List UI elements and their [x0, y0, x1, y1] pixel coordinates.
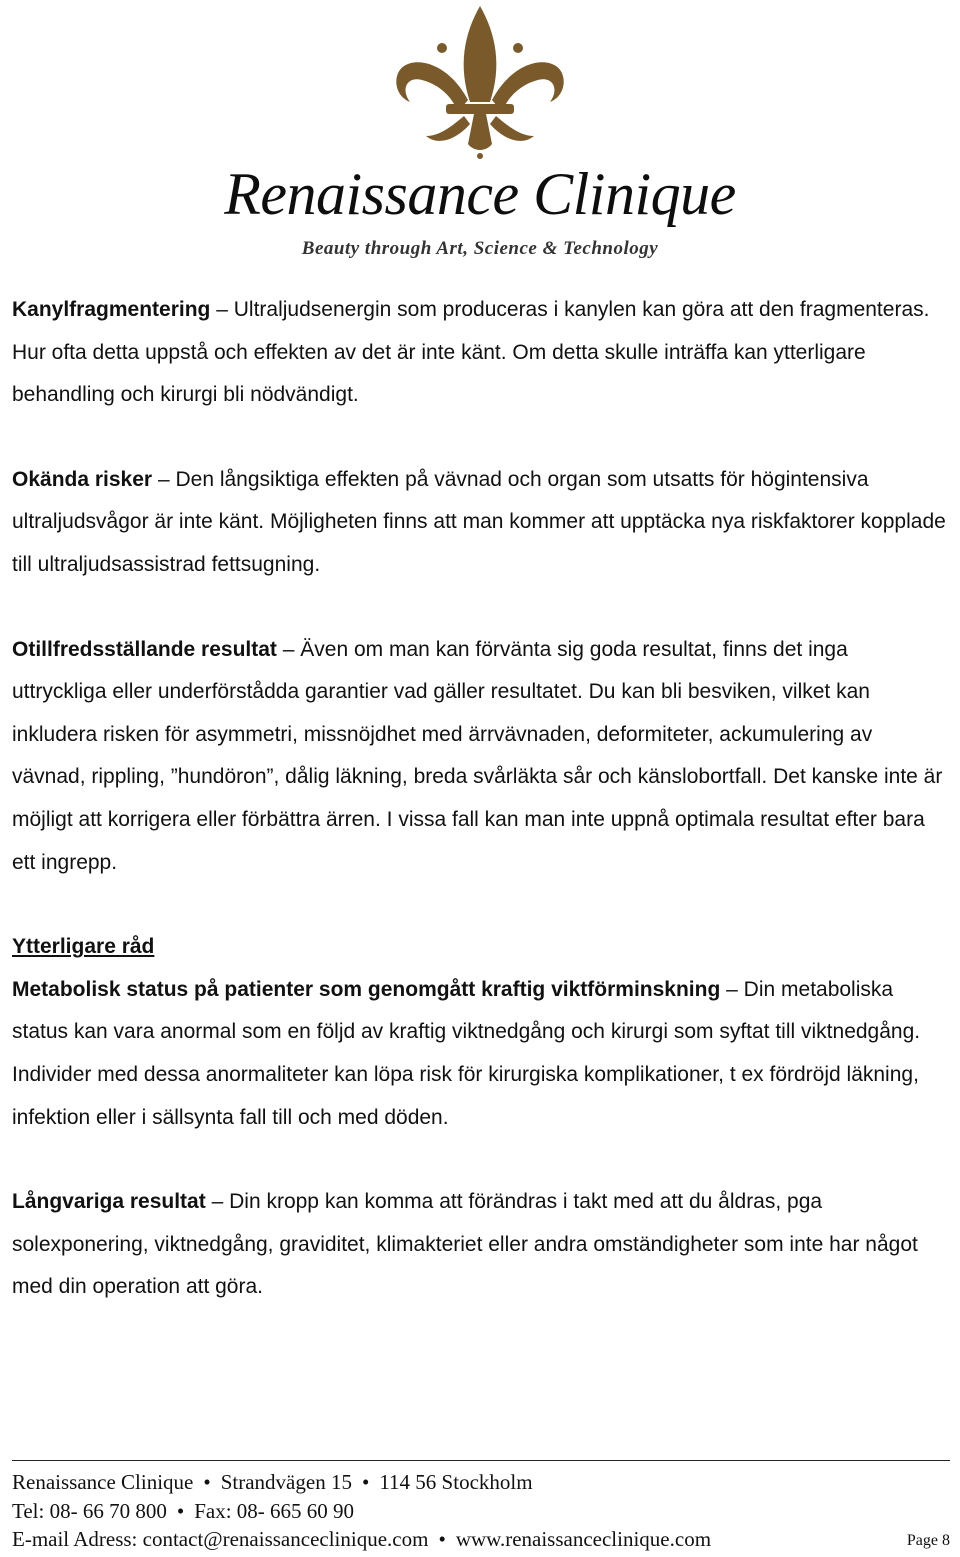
paragraph-langvariga-resultat: [12, 1181, 947, 1309]
footer-street: Strandvägen 15: [220, 1470, 352, 1494]
footer: [12, 1468, 950, 1554]
brand-tagline: Beauty through Art, Science & Technology: [301, 238, 659, 259]
footer-website[interactable]: www.renaissanceclinique.com: [455, 1527, 712, 1551]
paragraph-text: Ultraljudsenergin som produceras i kanylen kan göra att den fragmenteras. Hur ofta detta uppstå och effekten av det är inte känt. Om detta skulle inträffa kan ytterligare behandling och kirurgi bli nödvändigt.: [12, 298, 930, 407]
term: Långvariga resultat: [12, 1190, 206, 1214]
dash: –: [216, 298, 228, 321]
page-number: Page 8: [906, 1532, 950, 1549]
footer-contact-line: [12, 1525, 950, 1554]
footer-fax: Fax: 08- 665 60 90: [194, 1498, 355, 1523]
fleur-de-lis-icon: [380, 4, 580, 164]
bullet-separator: •: [438, 1527, 446, 1551]
bullet-separator: •: [361, 1470, 370, 1494]
footer-email[interactable]: E-mail Adress: contact@renaissanceclinique.com: [12, 1527, 429, 1551]
section-heading: Ytterligare råd: [12, 935, 155, 959]
paragraph-text: Även om man kan förvänta sig goda resultat, finns det inga uttryckliga eller underförstådda garantier vad gäller resultatet. Du kan bli besviken, vilket kan inkludera risken för asymmetri, missnöjdhet med ärrvävnaden, deformiteter, ackumulering av vävnad, rippling, ”hundöron”, dålig läkning, breda svårläkta sår och känslobortfall. Det kanske inte är möjligt att korrigera eller förbättra ärren. I vissa fall kan man inte uppnå optimala resultat efter bara ett ingrepp.: [12, 637, 943, 874]
paragraph-text: Din kropp kan komma att förändras i takt med att du åldras, pga solexponering, viktnedgång, graviditet, klimakteriet eller andra omständigheter som inte har något med din operation att göra.: [12, 1190, 918, 1299]
footer-clinic-name: Renaissance Clinique: [12, 1470, 194, 1494]
paragraph-otillfredsstallande-resultat: [12, 629, 947, 885]
term: Okända risker: [12, 467, 153, 491]
footer-city: 114 56 Stockholm: [379, 1470, 533, 1494]
paragraph-text: Den långsiktiga effekten på vävnad och organ som utsatts för högintensiva ultraljudsvågor är inte känt. Möjligheten finns att man kommer att upptäcka nya riskfaktorer kopplade till ultraljudsassistrad fettsugning.: [12, 467, 946, 576]
term: Otillfredsställande resultat: [12, 637, 277, 661]
bullet-separator: •: [176, 1498, 185, 1523]
document-body: [12, 289, 947, 1351]
term: Metabolisk status på patienter som genomgått kraftig viktförminskning: [12, 977, 721, 1001]
term: Kanylfragmentering: [12, 298, 211, 321]
paragraph-text: Din metaboliska status kan vara anormal som en följd av kraftig viktnedgång och kirurgi som syftat till viktnedgång. Individer med dessa anormaliteter kan löpa risk för kirurgiska komplikationer, t ex fördröjd läkning, infektion eller i sällsynta fall till och med döden.: [12, 977, 921, 1129]
clinic-logo: [0, 0, 960, 280]
bullet-separator: •: [203, 1470, 211, 1494]
paragraph-kanylfragmentering: [12, 289, 947, 417]
footer-tel: Tel: 08- 66 70 800: [12, 1498, 167, 1523]
paragraph-metabolisk-status: [12, 969, 947, 1139]
dash: –: [282, 637, 295, 661]
footer-divider: [12, 1460, 950, 1461]
paragraph-okanda-risker: [12, 459, 947, 587]
dash: –: [157, 467, 170, 491]
footer-phone-line: [12, 1497, 950, 1526]
footer-address-line: [12, 1468, 950, 1497]
dash: –: [726, 977, 738, 1001]
brand-name: Renaissance Clinique: [224, 161, 736, 227]
dash: –: [211, 1190, 224, 1214]
